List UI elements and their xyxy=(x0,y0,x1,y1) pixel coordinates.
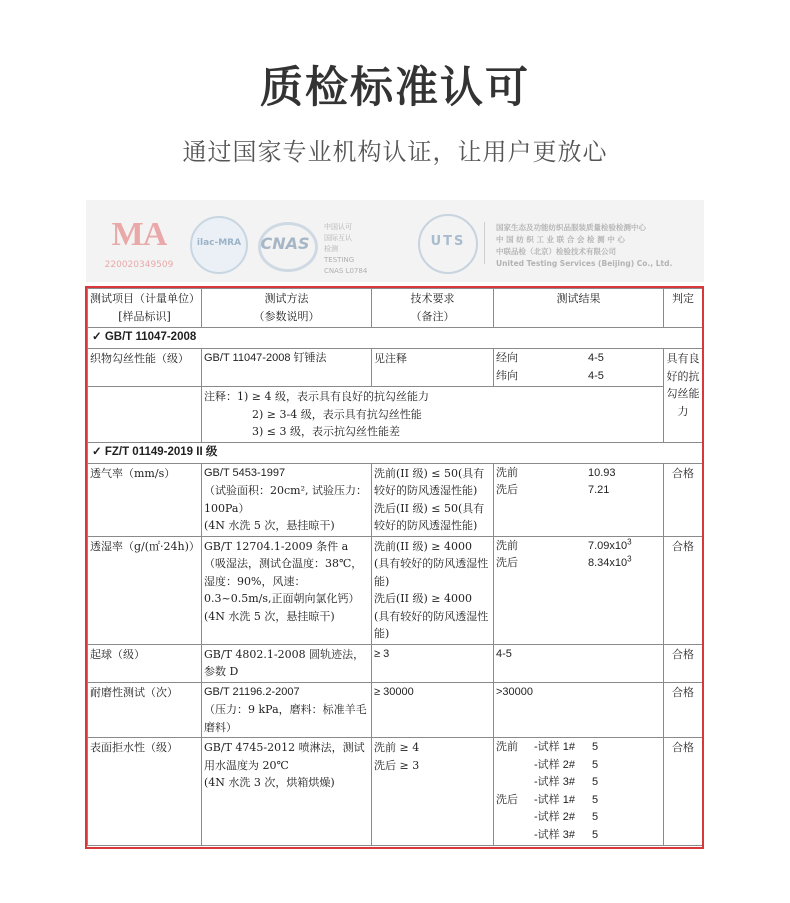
header-result: 测试结果 xyxy=(494,289,664,328)
cell-method: GB/T 4745-2012 喷淋法，测试用水温度为 20℃ (4N 水洗 3 次，烘箱烘燥) xyxy=(202,738,372,846)
cell-result: 洗前 10.93 洗后 7.21 xyxy=(494,463,664,536)
cell-item: 起球（级） xyxy=(88,644,202,682)
cma-logo: MA 220020349509 xyxy=(100,218,178,272)
cell-verdict: 合格 xyxy=(664,536,703,644)
uts-logo: UTS xyxy=(418,214,478,274)
section-row xyxy=(88,328,703,349)
cnas-caption: 中国认可 国际互认 检测 TESTING CNAS L0784 xyxy=(324,223,368,275)
table-row xyxy=(88,349,703,387)
cell-verdict: 具有良好的抗勾丝能力 xyxy=(664,349,703,443)
table-row xyxy=(88,644,703,682)
cell-requirement: 洗前(II 级) ≥ 4000 (具有较好的防风透湿性能) 洗后(II 级) ≥ 4000 (具有较好的防风透湿性能) xyxy=(372,536,494,644)
header-verdict: 判定 xyxy=(664,289,703,328)
cell-verdict: 合格 xyxy=(664,463,703,536)
cell-verdict: 合格 xyxy=(664,738,703,846)
cell-item: 耐磨性测试（次） xyxy=(88,682,202,738)
cell-requirement: ≥ 3 xyxy=(372,644,494,682)
table-row-notes xyxy=(88,387,703,443)
uts-caption: 国家生态及功能纺织品服装质量检验检测中心 中 国 纺 织 工 业 联 合 会 检 测 中 心 中联品检（北京）检验技术有限公司 United Testing Services (Beijing) Co., Ltd. xyxy=(496,223,673,268)
header-requirement: 技术要求 （备注） xyxy=(372,289,494,328)
section-title: ✓ FZ/T 01149-2019 II 级 xyxy=(88,442,703,463)
ilac-mra-logo: ilac-MRA xyxy=(190,216,248,274)
table-header-row xyxy=(88,289,703,328)
cell-item: 透气率（mm/s） xyxy=(88,463,202,536)
cell-result: 洗前 -试样 1# 5 -试样 2# 5 -试样 3# 5 洗后 -试样 1# 5 -试样 2# 5 -试样 3# 5 xyxy=(494,738,664,846)
cell-item: 织物勾丝性能（级） xyxy=(88,349,202,387)
logo-divider xyxy=(484,222,485,264)
section-row xyxy=(88,442,703,463)
cell-notes: 注释：1) ≥ 4 级，表示具有良好的抗勾丝能力 2) ≥ 3-4 级，表示具有抗勾丝性能 3) ≤ 3 级，表示抗勾丝性能差 xyxy=(202,387,664,443)
cell-result: 洗前 $7.09x10^3$ 洗后 $8.34x10^3$ xyxy=(494,536,664,644)
table-row xyxy=(88,682,703,738)
cell-result: 4-5 xyxy=(494,644,664,682)
cell-requirement: 见注释 xyxy=(372,349,494,387)
cell-verdict: 合格 xyxy=(664,682,703,738)
page-subtitle: 通过国家专业机构认证，让用户更放心 xyxy=(182,138,608,166)
certification-logos xyxy=(86,200,704,282)
cell-requirement: 洗前 ≥ 4 洗后 ≥ 3 xyxy=(372,738,494,846)
header-method: 测试方法 （参数说明） xyxy=(202,289,372,328)
cell-method: GB/T 21196.2-2007 （压力：9 kPa，磨料：标准羊毛磨料） xyxy=(202,682,372,738)
table-row xyxy=(88,738,703,846)
cell-result: >30000 xyxy=(494,682,664,738)
cell-method: GB/T 4802.1-2008 圆轨迹法，参数 D xyxy=(202,644,372,682)
cell-requirement: ≥ 30000 xyxy=(372,682,494,738)
cell-verdict: 合格 xyxy=(664,644,703,682)
table-row xyxy=(88,463,703,536)
page-title: 质检标准认可 xyxy=(260,63,530,113)
cell-method: GB/T 11047-2008 钉锤法 xyxy=(202,349,372,387)
cell-item: 表面拒水性（级） xyxy=(88,738,202,846)
cell-method: GB/T 5453-1997 （试验面积：20cm², 试验压力：100Pa） (4N 水洗 5 次，悬挂晾干) xyxy=(202,463,372,536)
cell-requirement: 洗前(II 级) ≤ 50(具有较好的防风透湿性能) 洗后(II 级) ≤ 50(具有较好的防风透湿性能) xyxy=(372,463,494,536)
cma-number: 220020349509 xyxy=(104,260,174,270)
cell-method: GB/T 12704.1-2009 条件 a （吸湿法，测试仓温度：38℃，湿度：90%，风速：0.3~0.5m/s,正面朝向氯化钙） (4N 水洗 5 次，悬挂晾干) xyxy=(202,536,372,644)
section-title: ✓ GB/T 11047-2008 xyxy=(88,328,703,349)
cnas-logo: CNAS xyxy=(254,222,316,266)
header-item: 测试项目（计量单位） [样品标识] xyxy=(88,289,202,328)
test-results-table xyxy=(85,286,704,849)
cell-item: 透湿率（g/(㎡·24h)） xyxy=(88,536,202,644)
table-row xyxy=(88,536,703,644)
cell-result: 经向 4-5 纬向 4-5 xyxy=(494,349,664,387)
